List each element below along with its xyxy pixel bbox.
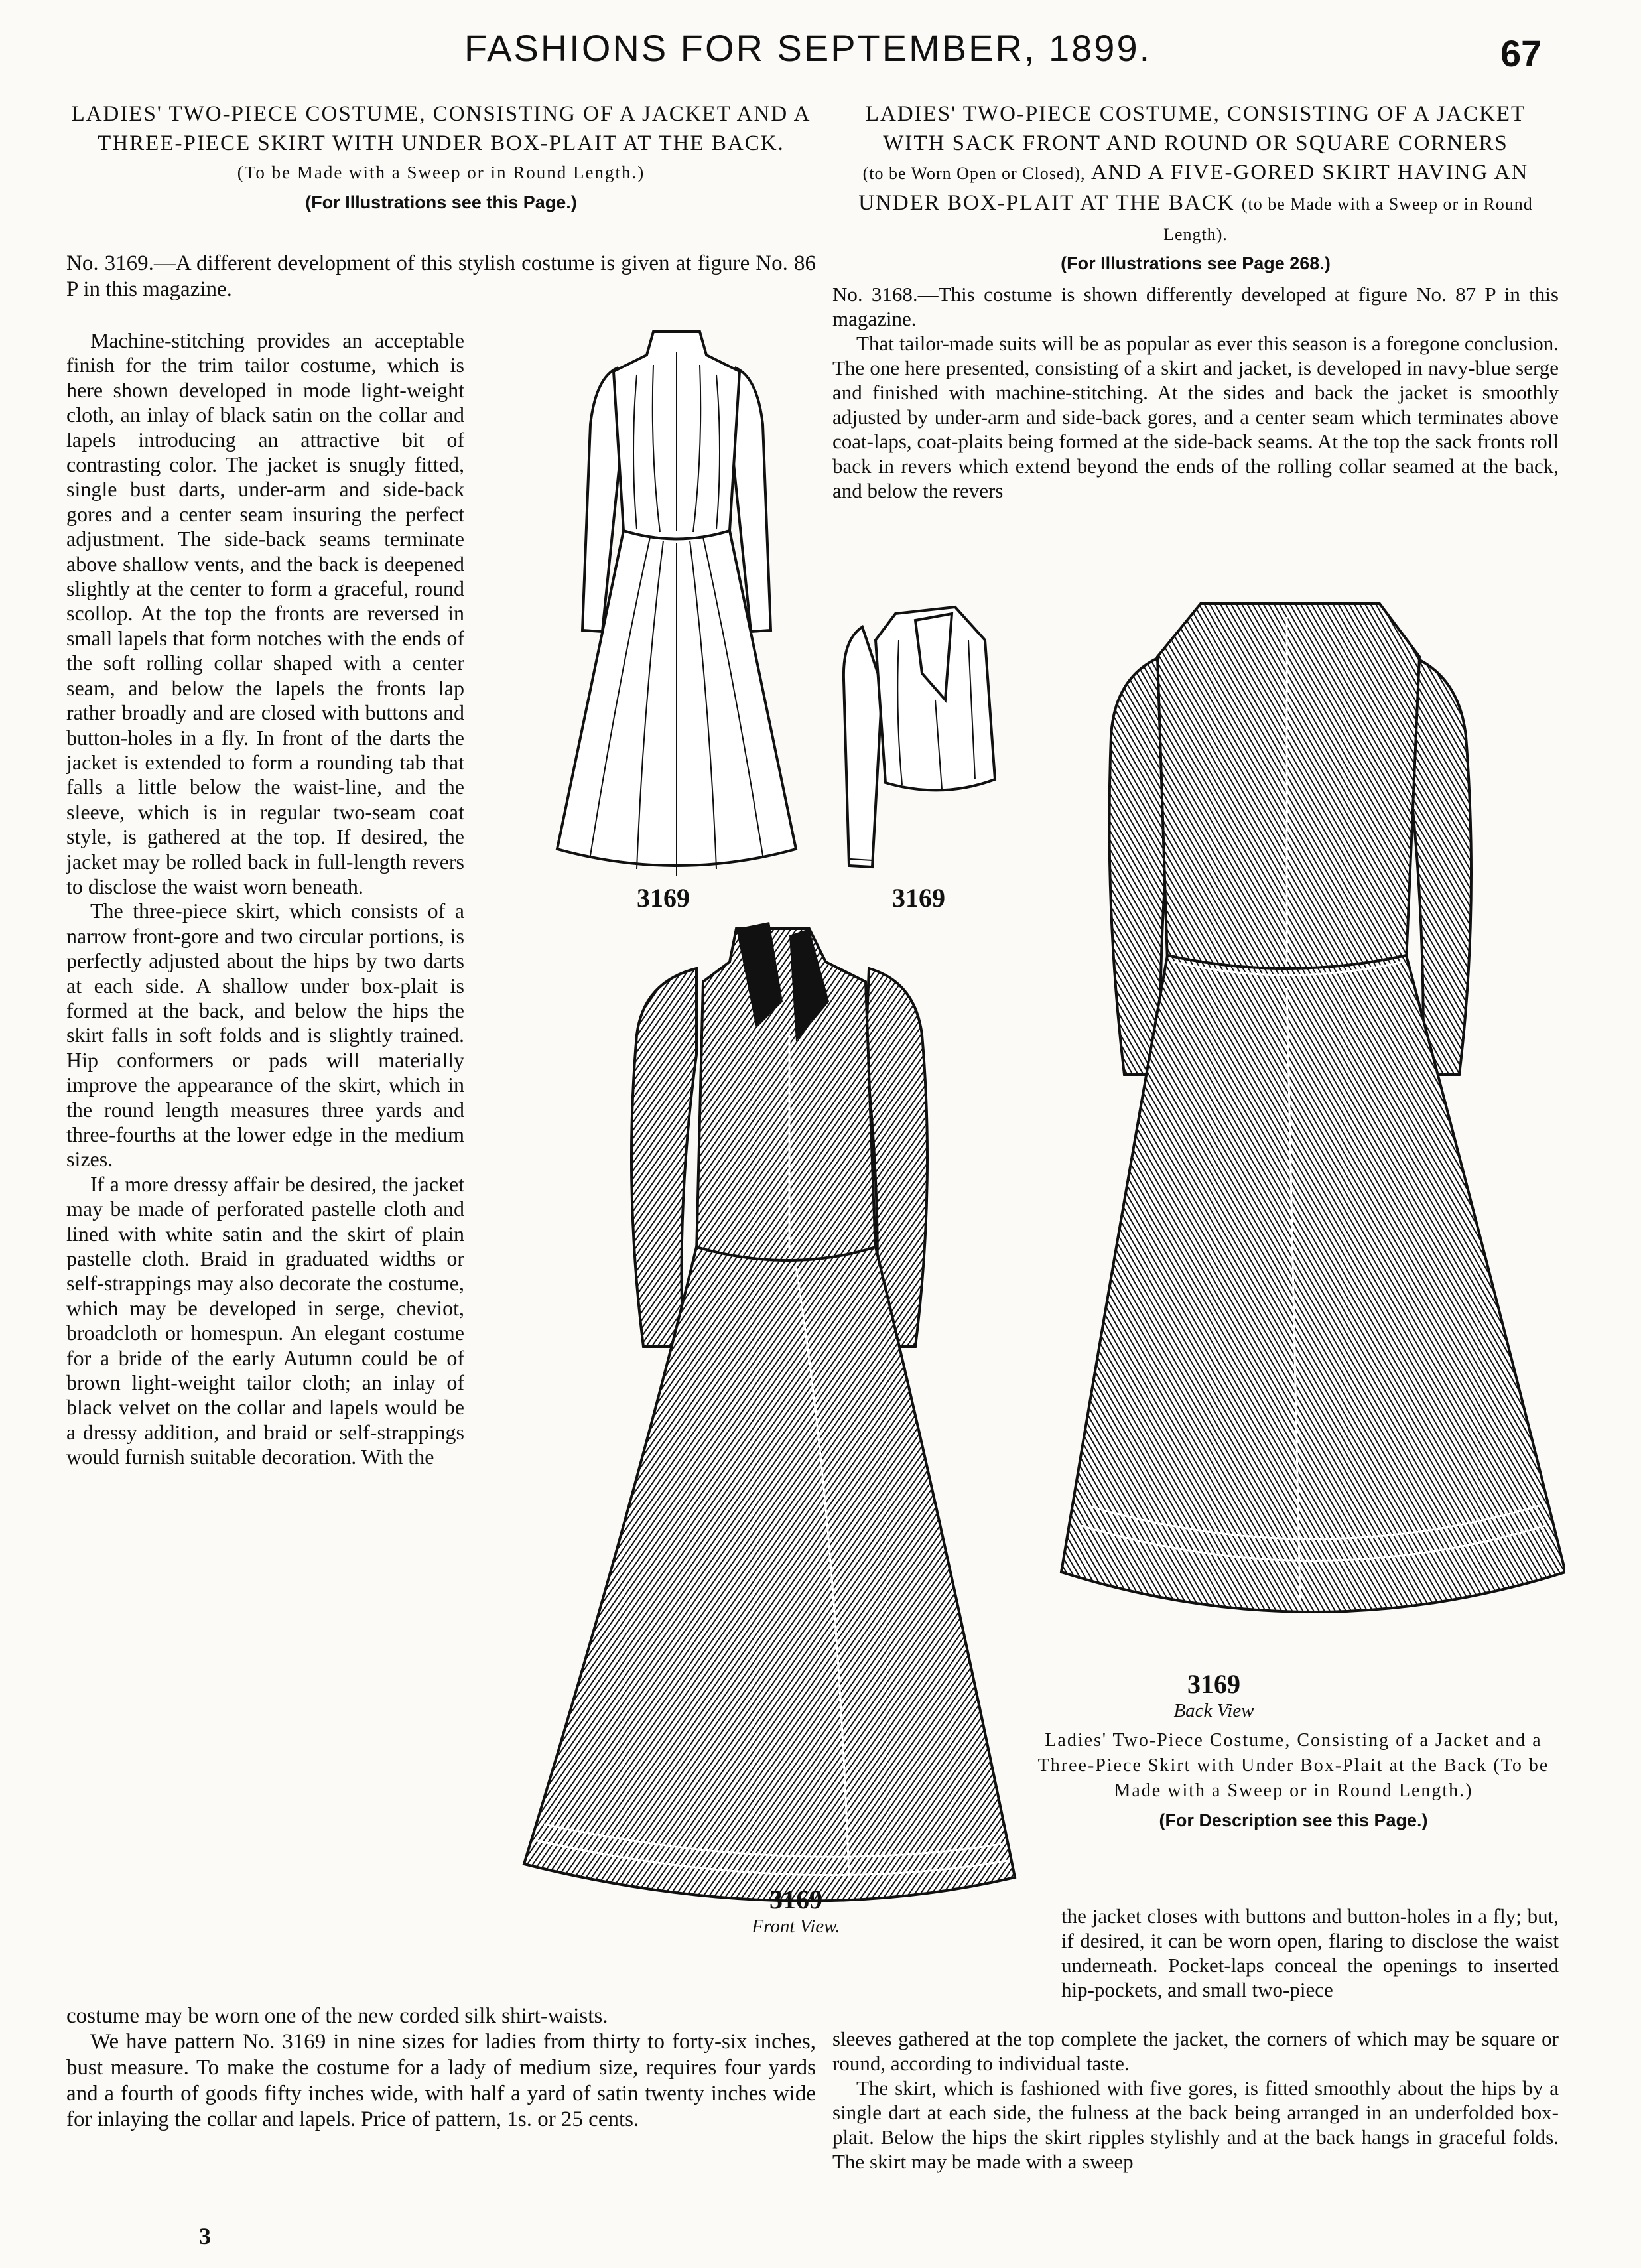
left-paragraph-2: The three-piece skirt, which consists of a narrow front-gore and two circular portions, is perfectly adjusted about the hips by two darts at each side. A shallow under box-plait is formed at the back, and below the hips the skirt falls in soft folds and is slightly trained. Hip conformers or pads will materially improve the appearance of the skirt, which in the round length measures three yards and three-fourths at the lower edge in the medium sizes.	[66, 899, 464, 1171]
small-costume-drawing	[544, 318, 809, 889]
small-jacket-drawing	[836, 600, 1008, 879]
back-view-drawing	[1035, 590, 1565, 1652]
small-costume-illustration	[544, 318, 809, 889]
right-illustration-note: (For Illustrations see Page 268.)	[1061, 253, 1331, 273]
front-view-number: 3169	[769, 1885, 822, 1914]
left-bottom-column	[66, 2003, 816, 2133]
right-paragraph-1: No. 3168.—This costume is shown differently developed at figure No. 87 P in this magazine.	[832, 283, 1559, 330]
left-article-heading	[66, 100, 816, 213]
right-heading-main2: AND A FIVE-GORED SKIRT HAVING AN UNDER BOX-PLAIT AT THE BACK	[858, 161, 1529, 215]
right-bottom-paragraph-1: sleeves gathered at the top complete the jacket, the corners of which may be square or round, according to individual taste.	[832, 2027, 1559, 2075]
left-illustration-note: (For Illustrations see this Page.)	[305, 192, 577, 212]
left-heading-main: LADIES' TWO-PIECE COSTUME, CONSISTING OF A JACKET AND A THREE-PIECE SKIRT WITH UNDER BOX-PLAIT AT THE BACK.	[71, 102, 811, 155]
page-number: 67	[1500, 33, 1542, 74]
small-jacket-number: 3169	[892, 883, 945, 913]
right-paragraph-2: That tailor-made suits will be as popular as ever this season is a foregone conclusion. The one here presented, consisting of a skirt and jacket, is developed in navy-blue serge and finished with machine-stitching. At the sides and back the jacket is smoothly adjusted by under-arm and side-back gores, and a center seam which terminates above coat-laps, coat-plaits being formed at the side-back seams. At the top the sack fronts roll back in revers which extend beyond the ends of the rolling collar seamed at the back, and below the revers	[832, 332, 1559, 502]
right-heading-sub2: (to be Made with a Sweep or in Round Length).	[1163, 194, 1533, 244]
right-heading-main: LADIES' TWO-PIECE COSTUME, CONSISTING OF A JACKET WITH SACK FRONT AND ROUND OR SQUARE CORNERS	[865, 102, 1526, 155]
right-bottom-narrow	[1061, 1904, 1559, 2002]
footer-mark: 3	[199, 2223, 211, 2249]
small-jacket-illustration	[836, 600, 1008, 879]
running-head: FASHIONS FOR SEPTEMBER, 1899.	[464, 27, 1152, 69]
front-view-illustration	[478, 922, 1061, 1924]
back-view-number: 3169	[1187, 1669, 1240, 1699]
left-closing-paragraph: We have pattern No. 3169 in nine sizes for ladies from thirty to forty-six inches, bust measure. To make the costume for a lady of medium size, requires four yards and a fourth of goods fifty inches wide, with half a yard of satin twenty inches wide for inlaying the collar and lapels. Price of pattern, 1s. or 25 cents.	[66, 2030, 816, 2131]
right-article-heading	[832, 100, 1559, 274]
left-lead-paragraph: No. 3169.—A different development of this stylish costume is given at figure No. 86 P in this magazine.	[66, 251, 816, 301]
right-heading-line2	[832, 158, 1559, 249]
left-paragraph-1: Machine-stitching provides an acceptable finish for the trim tailor costume, which is here shown developed in mode light-weight cloth, an inlay of black satin on the collar and lapels introducing an attractive bit of contrasting color. The jacket is snugly fitted, single bust darts, under-arm and side-back gores and a center seam insuring the perfect adjustment. The side-back seams terminate above shallow vents, and the back is deepened slightly at the center to form a graceful, round scollop. At the top the fronts are reversed in small lapels that form notches with the ends of the soft rolling collar shaped with a center seam, and below the lapels the fronts lap rather broadly and are closed with buttons and button-holes in a fly. In front of the darts the jacket is extended to form a rounding tab that falls a little below the waist-line, and the sleeve, which is in regular two-seam coat style, is gathered at the top. If desired, the jacket may be rolled back in full-length revers to disclose the waist worn beneath.	[66, 328, 464, 898]
small-costume-number: 3169	[637, 883, 690, 913]
left-lead-text	[66, 251, 816, 302]
left-heading-sub: (To be Made with a Sweep or in Round Length.)	[237, 163, 645, 182]
right-heading-sub1: (to be Worn Open or Closed),	[862, 164, 1086, 183]
figure-caption-note: (For Description see this Page.)	[1159, 1810, 1428, 1830]
back-view-label: Back View	[1173, 1700, 1254, 1721]
left-continuation-line: costume may be worn one of the new corded silk shirt-waists.	[66, 2004, 608, 2028]
front-view-drawing	[478, 922, 1061, 1924]
left-paragraph-3: If a more dressy affair be desired, the jacket may be made of perforated pastelle cloth and lined with white satin and the skirt of plain pastelle cloth. Braid in graduated widths or self-strappings may also decorate the costume, which may be developed in serge, cheviot, broadcloth or homespun. An elegant costume for a bride of the early Autumn could be of brown light-weight tailor cloth; an inlay of black velvet on the collar and lapels would be a dressy addition, and braid or self-strappings would furnish suitable decoration. With the	[66, 1171, 464, 1469]
figure-caption-block	[1018, 1728, 1569, 1831]
right-top-column	[832, 282, 1559, 503]
back-view-illustration	[1035, 590, 1565, 1652]
left-narrow-column	[66, 328, 464, 1470]
right-bottom-wide	[832, 2027, 1559, 2174]
front-view-label: Front View.	[752, 1916, 840, 1937]
right-bottom-narrow-paragraph: the jacket closes with buttons and button-holes in a fly; but, if desired, it can be worn open, flaring to disclose the waist underneath. Pocket-laps conceal the openings to inserted hip-pockets, and small two-piece	[1061, 1904, 1559, 2001]
right-bottom-paragraph-2: The skirt, which is fashioned with five gores, is fitted smoothly about the hips by a single dart at each side, the fulness at the back being arranged in an underfolded box-plait. Below the hips the skirt ripples stylishly and at the back hangs in graceful folds. The skirt may be made with a sweep	[832, 2076, 1559, 2173]
figure-caption: Ladies' Two-Piece Costume, Consisting of a Jacket and a Three-Piece Skirt with Under Box-Plait at the Back (To be Made with a Sweep or in Round Length.)	[1037, 1730, 1549, 1801]
